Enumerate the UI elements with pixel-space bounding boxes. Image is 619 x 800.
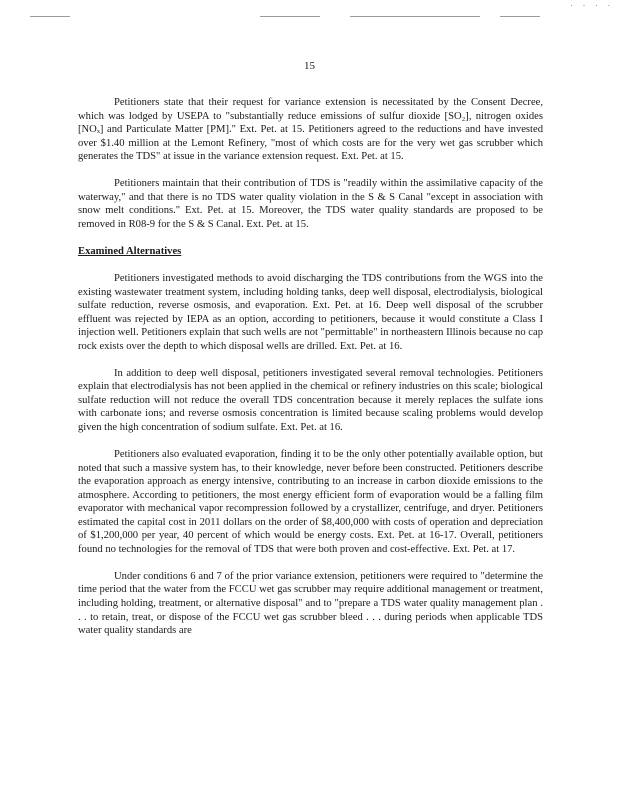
paragraph-assimilative-capacity: Petitioners maintain that their contribution of TDS is "readily within the assimilative capacity of the waterway," and that there is no TDS water quality violation in the S & S Canal "except in association with snow melt conditions." Ext. Pet. at 15. Moreover, the TDS water quality standards are proposed to be removed in R08-9 for the S & S Canal. Ext. Pet. at 15. bbox=[78, 178, 543, 230]
page-number: 15 bbox=[304, 60, 315, 72]
paragraph-consent-decree: Petitioners state that their request for variance extension is necessitated by the Consent Decree, which was lodged by USEPA to "substantially reduce emissions of sulfur dioxide [SO₂], nitrogen oxides [NOₓ] and Particulate Matter [PM]." Ext. Pet. at 15. Petitioners agreed to the reductions and have invested over $1.40 million at the Lemont Refinery, "most of which costs are for the very wet gas scrubber which generates the TDS" at issue in the variance extension request. Ext. Pet. at 15. bbox=[78, 97, 543, 163]
scan-mark-line bbox=[350, 16, 480, 17]
section-heading-examined-alternatives: Examined Alternatives bbox=[78, 245, 182, 257]
scan-mark-line bbox=[30, 16, 70, 17]
paragraph-prior-conditions: Under conditions 6 and 7 of the prior variance extension, petitioners were required to "determine the time period that the water from the FCCU wet gas scrubber may require additional management or treatment, including holding, treatment, or alternative disposal" and to "prepare a TDS water quality management plan . . . to retain, treat, or dispose of the FCCU wet gas scrubber bleed . . . during periods when applicable TDS water quality standards are bbox=[78, 570, 543, 637]
scan-artifact-header bbox=[30, 14, 589, 20]
paragraph-evaporation: Petitioners also evaluated evaporation, finding it to be the only other potentially available option, but noted that such a massive system has, to their knowledge, never before been constructed. Petitioners describe the evaporation approach as energy intensive, contributing to an increase in carbon dioxide emissions to the atmosphere. According to petitioners, the most energy efficient form of evaporation would be a falling film evaporator with mechanical vapor recompression followed by a crystallizer, centrifuge, and dryer. Petitioners estimated the capital cost in 2011 dollars on the order of $8,400,000 with costs of operation and depreciation of $1,200,000 per year, 40 percent of which would be energy costs. Ext. Pet. at 16-17. Overall, petitioners found no technologies for the removal of TDS that were both proven and cost-effective. Ext. Pet. at 17. bbox=[78, 448, 543, 555]
document-body bbox=[78, 96, 543, 651]
scan-mark-line bbox=[500, 16, 540, 17]
paragraph-methods-investigated: Petitioners investigated methods to avoid discharging the TDS contributions from the WGS into the existing wastewater treatment system, including holding tanks, deep well disposal, electrodialysis, biological sulfate reduction, reverse osmosis, and evaporation. Ext. Pet. at 16. Deep well disposal of the scrubber effluent was rejected by IEPA as an option, according to petitioners, because it would constitute a Class I injection well. Petitioners explain that such wells are not "permittable" in northeastern Illinois because no cap rock exists over the depth to which disposal wells are drilled. Ext. Pet. at 16. bbox=[78, 272, 543, 352]
scan-mark-line bbox=[260, 16, 320, 17]
paragraph-removal-technologies: In addition to deep well disposal, petitioners investigated several removal technologies. Petitioners explain that electrodialysis has not been applied in the chemical or refinery industries on this scale; biological sulfate reduction will not reduce the overall TDS concentration because it merely replaces the sulfate ions with carbonate ions; and reverse osmosis concentration is limited because scaling problems would develop given the high concentration of sodium sulfate. Ext. Pet. at 16. bbox=[78, 367, 543, 433]
scan-corner-dots: · · · · bbox=[569, 2, 613, 10]
